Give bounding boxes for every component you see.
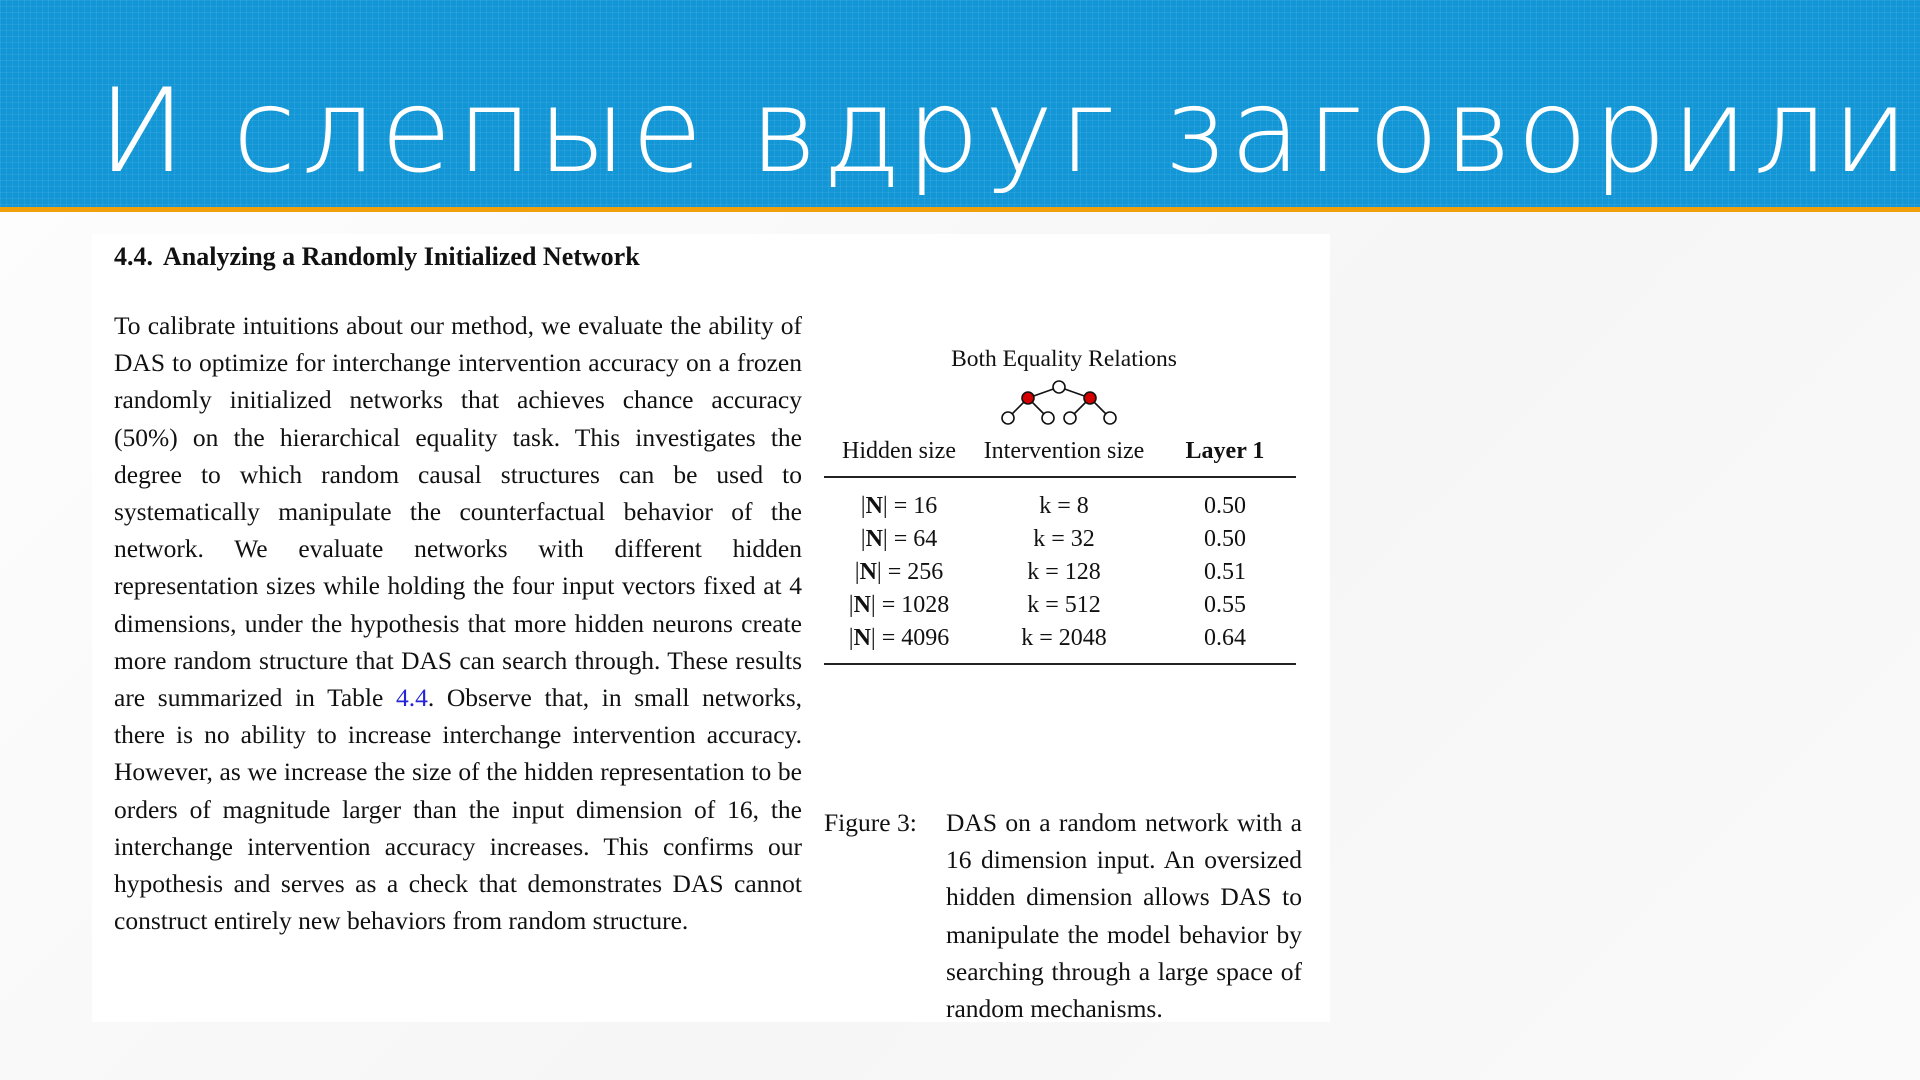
accuracy-cell: 0.64	[1154, 622, 1296, 664]
intervention-size-cell: k = 32	[1033, 526, 1095, 552]
intervention-size-header: Intervention size	[974, 432, 1154, 477]
intervention-size-cell: k = 128	[1027, 559, 1101, 585]
accuracy-cell: 0.55	[1204, 592, 1246, 618]
results-table	[824, 432, 1296, 665]
slide-title: И слепые вдруг заговорили	[98, 64, 1914, 199]
hidden-size-header: Hidden size	[824, 432, 974, 477]
table-row	[824, 556, 1296, 589]
intervention-size-cell: k = 512	[1027, 592, 1101, 618]
table-row	[824, 622, 1296, 664]
table-header-row	[824, 432, 1296, 477]
hidden-size-cell: |N| = 1028	[848, 592, 950, 618]
caption-label: Figure 3:	[824, 808, 917, 837]
table-row	[824, 477, 1296, 523]
caption-text: DAS on a random network with a 16 dimension input. An oversized hidden dimension allows DAS to manipulate the model behavior by searching through a large space of random mechanisms.	[946, 808, 1302, 1024]
section-heading	[114, 240, 640, 274]
layer-header: Layer 1	[1154, 432, 1296, 477]
body-paragraph	[114, 307, 802, 939]
accuracy-cell: 0.51	[1204, 559, 1246, 585]
table-row	[824, 523, 1296, 556]
figure-title: Both Equality Relations	[951, 346, 1177, 372]
hidden-size-cell: |N| = 256	[854, 559, 944, 585]
causal-tree-icon	[992, 380, 1126, 428]
table-reference-link[interactable]: 4.4	[396, 683, 428, 713]
paper-excerpt	[92, 234, 1330, 1022]
table-body	[824, 477, 1296, 664]
hidden-size-cell: |N| = 64	[860, 526, 938, 552]
slide-header	[0, 0, 1920, 207]
section-number: 4.4.	[114, 242, 153, 271]
intervention-size-cell: k = 8	[1039, 493, 1089, 519]
intervention-size-cell: k = 2048	[974, 622, 1154, 664]
hidden-size-cell: |N| = 16	[860, 493, 938, 519]
hidden-size-cell: |N| = 4096	[824, 622, 974, 664]
accuracy-cell: 0.50	[1204, 526, 1246, 552]
section-title: Analyzing a Randomly Initialized Network	[163, 242, 640, 271]
accuracy-cell: 0.50	[1204, 493, 1246, 519]
body-text-part-2: . Observe that, in small networks, there is no ability to increase interchange intervention accuracy. However, as we increase the size of the hidden representation to be orders of magnitude larger than the input dimension of 16, the interchange intervention accuracy increases. This confirms our hypothesis and serves as a check that demonstrates DAS cannot construct entirely new behaviors from random structure.	[114, 683, 802, 936]
header-accent-rule	[0, 207, 1920, 212]
body-text-part-1: To calibrate intuitions about our method, we evaluate the ability of DAS to optimize for interchange intervention accuracy on a frozen randomly initialized networks that achieves chance accuracy (50%) on the hierarchical equality task. This investigates the degree to which random causal structures can be used to systematically manipulate the counterfactual behavior of the network. We evaluate networks with different hidden representation sizes while holding the four input vectors fixed at 4 dimensions, under the hypothesis that more hidden neurons create more random structure that DAS can search through. These results are summarized in Table	[114, 311, 802, 713]
table-row	[824, 589, 1296, 622]
